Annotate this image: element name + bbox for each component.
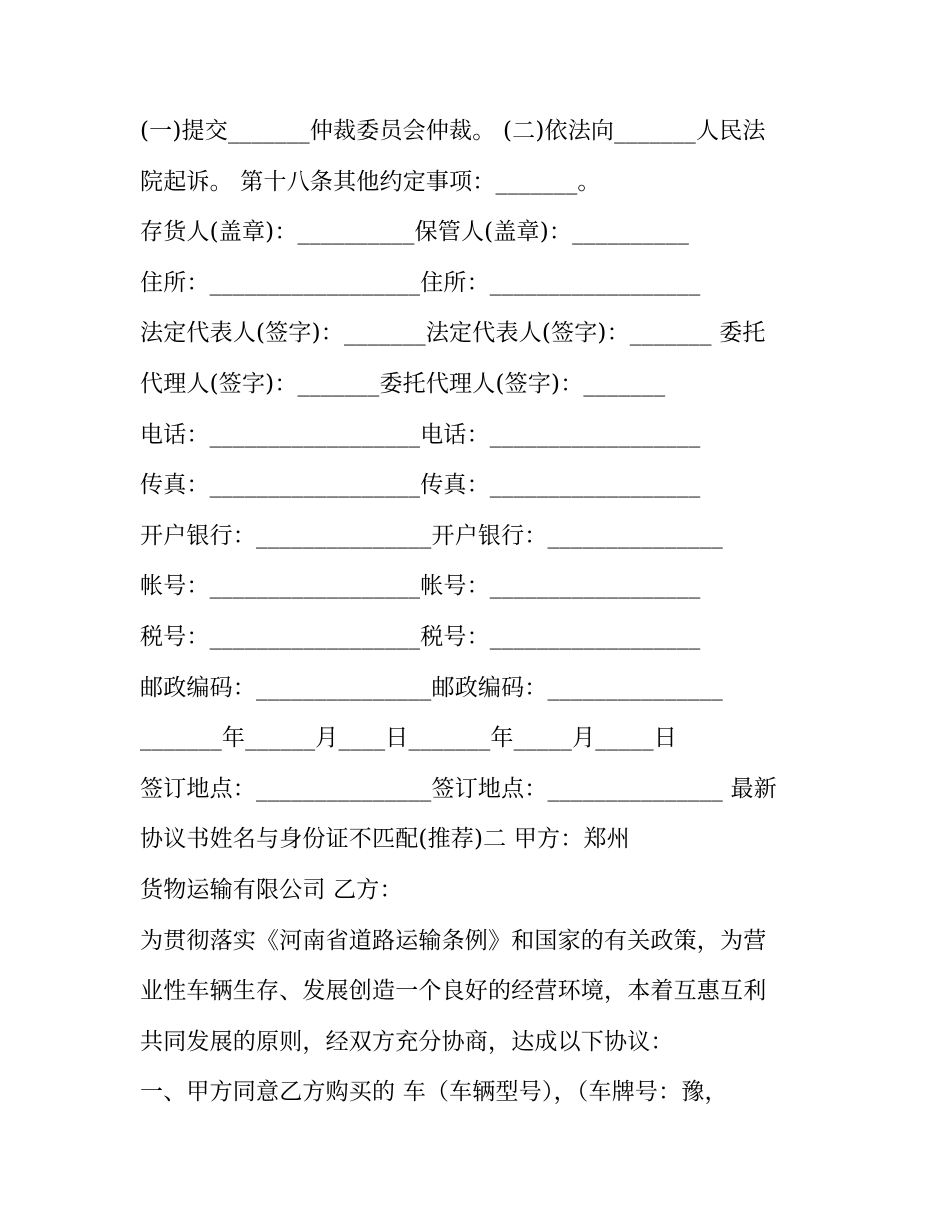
text-line-13: _______年______月____日_______年_____月_____日 xyxy=(140,725,677,752)
document-body xyxy=(140,106,820,1118)
text-line-7: 电话：__________________电话：__________________ xyxy=(140,421,701,448)
text-line-4: 住所：__________________住所：__________________ xyxy=(140,269,701,296)
text-line-2: 院起诉。 第十八条其他约定事项：_______。 xyxy=(140,168,601,195)
text-line-8: 传真：__________________传真：__________________ xyxy=(140,472,701,499)
text-line-17: 为贯彻落实《河南省道路运输条例》和国家的有关政策，为营 xyxy=(140,927,767,954)
text-line-5: 法定代表人(签字)：_______法定代表人(签字)：_______ 委托 xyxy=(140,320,766,347)
text-line-20: 一、甲方同意乙方购买的 车（车辆型号），（车牌号：豫， xyxy=(140,1079,728,1106)
text-line-15: 协议书姓名与身份证不匹配(推荐)二 甲方：郑州 xyxy=(140,826,630,853)
text-line-16: 货物运输有限公司 乙方： xyxy=(140,876,403,903)
text-line-18: 业性车辆生存、发展创造一个良好的经营环境，本着互惠互利 xyxy=(140,978,767,1005)
text-line-3: 存货人(盖章)：__________保管人(盖章)：__________ xyxy=(140,219,690,246)
text-line-14: 签订地点：_______________签订地点：_______________ 最新 xyxy=(140,775,777,802)
text-line-11: 税号：__________________税号：__________________ xyxy=(140,623,701,650)
text-line-12: 邮政编码：_______________邮政编码：_______________ xyxy=(140,674,723,701)
text-line-1: (一)提交_______仲裁委员会仲裁。 (二)依法向_______人民法 xyxy=(140,118,766,144)
text-line-10: 帐号：__________________帐号：__________________ xyxy=(140,573,701,600)
text-line-6: 代理人(签字)：_______委托代理人(签字)：_______ xyxy=(140,370,666,397)
text-line-9: 开户银行：_______________开户银行：_______________ xyxy=(140,522,723,549)
text-line-19: 共同发展的原则，经双方充分协商，达成以下协议： xyxy=(140,1028,674,1055)
